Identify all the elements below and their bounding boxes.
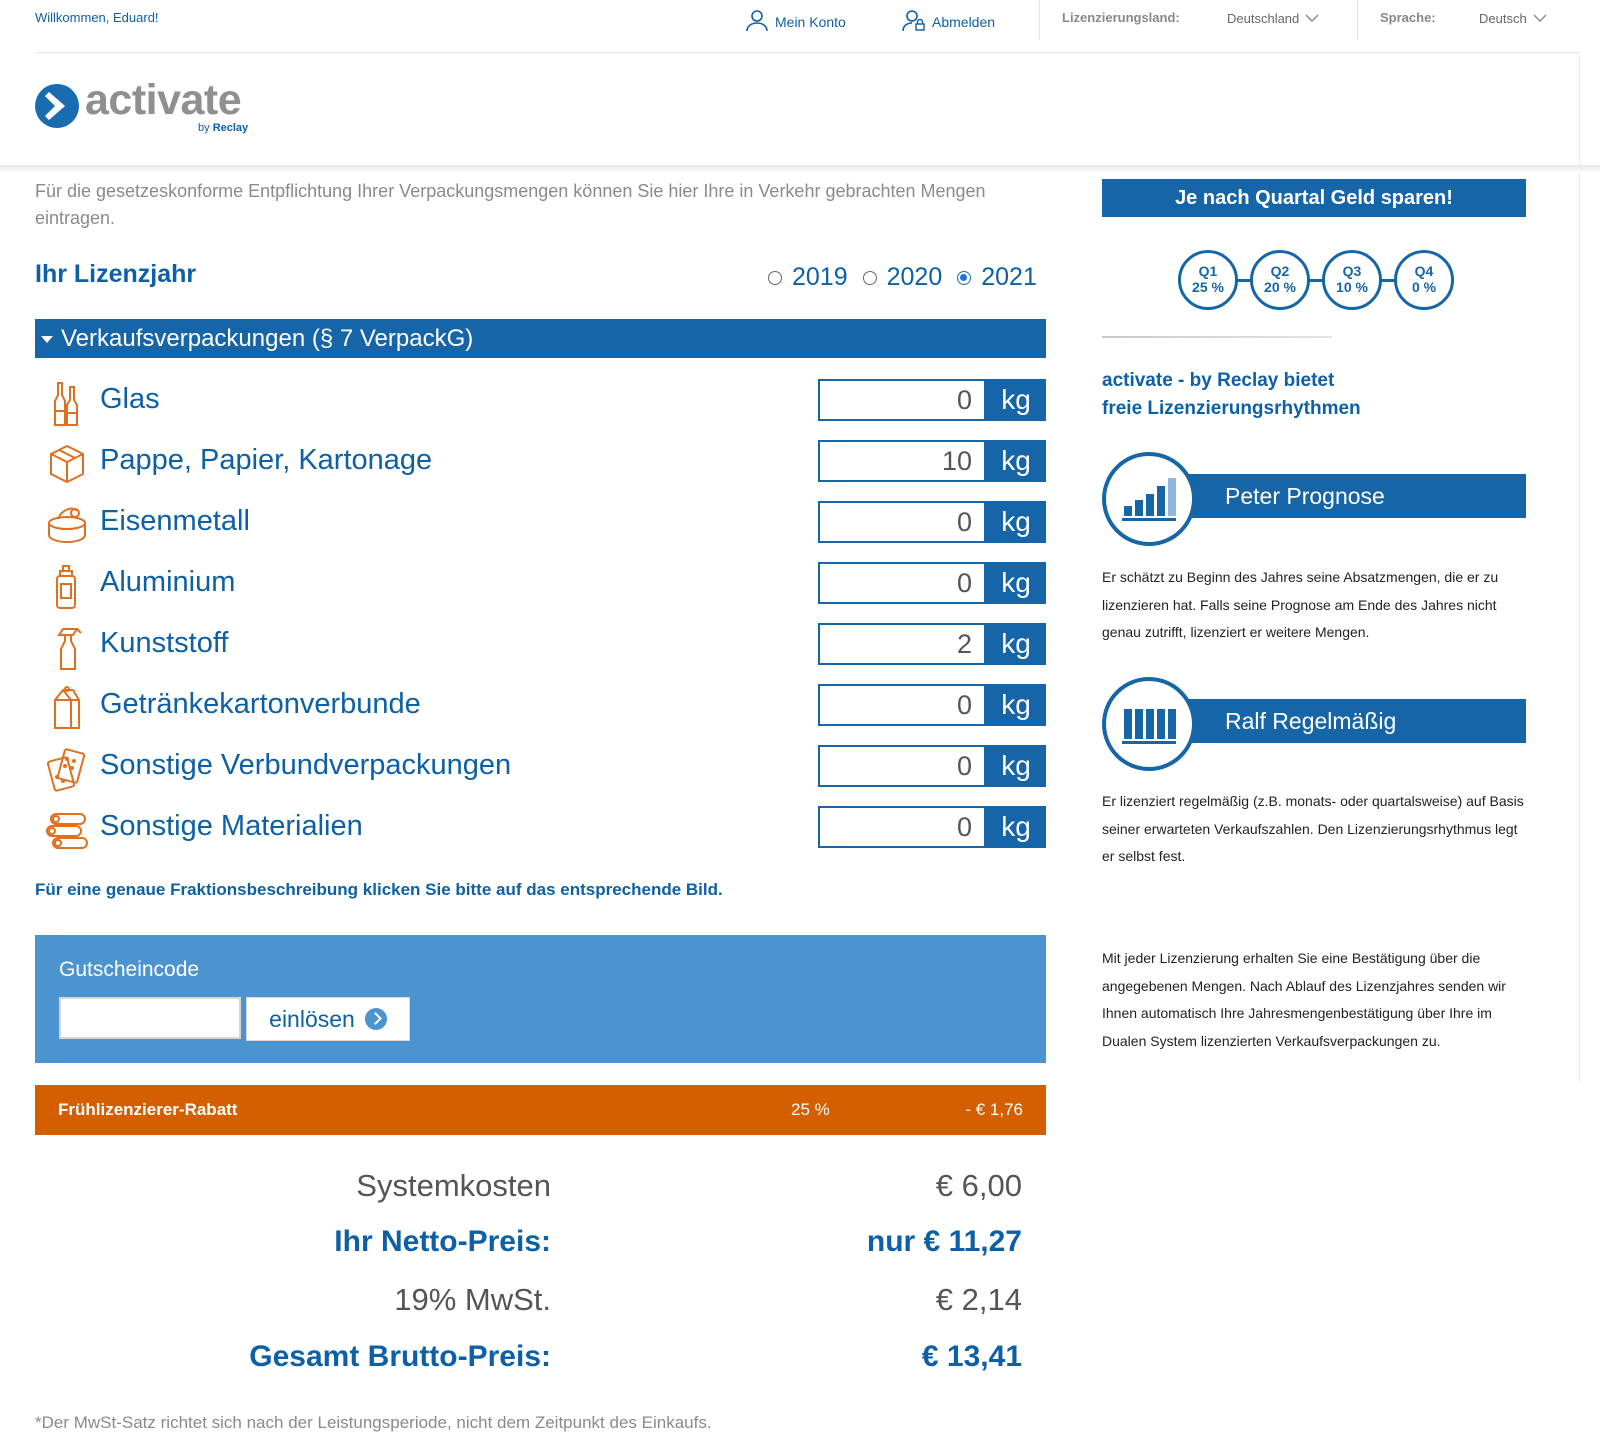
year-option-2019[interactable] bbox=[768, 263, 848, 292]
divider bbox=[1357, 0, 1358, 40]
quarter-badge: Q2 20 % bbox=[1250, 250, 1310, 310]
license-year-title: Ihr Lizenzjahr bbox=[35, 260, 197, 288]
radio-2020[interactable] bbox=[863, 271, 877, 285]
price-value: € 2,14 bbox=[935, 1282, 1022, 1317]
material-label: Kunststoff bbox=[100, 627, 229, 659]
material-row-aluminium bbox=[35, 562, 1046, 606]
tin-can-icon[interactable] bbox=[45, 501, 89, 549]
vat-row bbox=[35, 1282, 1046, 1322]
redeem-label: einlösen bbox=[269, 1005, 355, 1032]
quarter-badge: Q1 25 % bbox=[1178, 250, 1238, 310]
logout-label: Abmelden bbox=[932, 13, 996, 30]
unit-label: kg bbox=[986, 745, 1046, 787]
radio-2021[interactable] bbox=[957, 271, 971, 285]
quantity-input[interactable]: 10 bbox=[818, 440, 986, 482]
material-label: Getränkekartonverbunde bbox=[100, 688, 421, 720]
persona2-description: Er lizenziert regelmäßig (z.B. monats- oder quartalsweise) auf Basis seiner erwarteten Verkaufszahlen. Den Lizenzierungsrhythmus legt er selbst fest. bbox=[1102, 793, 1524, 864]
sidebar-divider bbox=[1102, 336, 1332, 338]
vat-footnote: *Der MwSt-Satz richtet sich nach der Leistungsperiode, nicht dem Zeitpunkt des Einkaufs. bbox=[35, 1413, 712, 1432]
user-icon bbox=[745, 8, 769, 35]
material-label: Pappe, Papier, Kartonage bbox=[100, 444, 433, 476]
material-label: Sonstige Materialien bbox=[100, 810, 363, 842]
quantity-input[interactable]: 0 bbox=[818, 806, 986, 848]
price-label: Gesamt Brutto-Preis: bbox=[249, 1340, 551, 1373]
chevron-down-icon bbox=[1305, 11, 1319, 26]
year-label: 2020 bbox=[886, 263, 943, 291]
material-label: Aluminium bbox=[100, 566, 236, 598]
section-title: Verkaufsverpackungen (§ 7 VerpackG) bbox=[61, 324, 474, 352]
arrow-right-icon bbox=[365, 1008, 387, 1030]
activate-logo[interactable] bbox=[35, 76, 265, 142]
material-row-paper bbox=[35, 440, 1046, 484]
country-label: Lizenzierungsland: bbox=[1062, 10, 1180, 25]
quantity-input[interactable]: 0 bbox=[818, 745, 986, 787]
price-label: 19% MwSt. bbox=[394, 1282, 551, 1317]
welcome-text: Willkommen, Eduard! bbox=[35, 10, 159, 25]
logo-chevron-icon bbox=[35, 84, 79, 128]
quarter-savings-banner: Je nach Quartal Geld sparen! bbox=[1102, 179, 1526, 217]
year-label: 2019 bbox=[792, 263, 848, 291]
net-price-row bbox=[35, 1225, 1046, 1265]
license-year-radio-group bbox=[768, 263, 1037, 292]
unit-label: kg bbox=[986, 684, 1046, 726]
material-row-plastic bbox=[35, 623, 1046, 667]
drink-carton-icon[interactable] bbox=[45, 684, 89, 732]
redeem-button[interactable] bbox=[246, 997, 410, 1041]
material-label: Glas bbox=[100, 383, 160, 415]
language-label: Sprache: bbox=[1380, 10, 1436, 25]
logo-byline: by Reclay bbox=[198, 122, 249, 134]
unit-label: kg bbox=[986, 501, 1046, 543]
material-row-ferrous-metal bbox=[35, 501, 1046, 545]
discount-percent: 25 % bbox=[791, 1100, 830, 1119]
quarter-discount-chain bbox=[1178, 250, 1458, 312]
user-lock-icon bbox=[902, 8, 926, 35]
cardboard-box-icon[interactable] bbox=[45, 440, 89, 488]
voucher-code-input[interactable] bbox=[59, 997, 241, 1039]
logo-wordmark: activate bbox=[85, 76, 242, 124]
persona1-description: Er schätzt zu Beginn des Jahres seine Absatzmengen, die er zu lizenzieren hat. Falls seine Prognose am Ende des Jahres nicht genau zutrifft, lizenziert er weitere Mengen. bbox=[1102, 569, 1499, 640]
fraction-hint: Für eine genaue Fraktionsbeschreibung klicken Sie bitte auf das entsprechende Bild. bbox=[35, 880, 723, 899]
quantity-input[interactable]: 0 bbox=[818, 379, 986, 421]
material-label: Eisenmetall bbox=[100, 505, 250, 537]
glass-bottles-icon[interactable] bbox=[45, 379, 89, 427]
discount-amount: - € 1,76 bbox=[965, 1100, 1023, 1119]
quantity-input[interactable]: 2 bbox=[818, 623, 986, 665]
persona-ralf-regelmaessig bbox=[1102, 677, 1526, 777]
quarter-badge: Q3 10 % bbox=[1322, 250, 1382, 310]
spray-can-icon[interactable] bbox=[45, 562, 89, 610]
material-row-glass bbox=[35, 379, 1046, 423]
unit-label: kg bbox=[986, 562, 1046, 604]
unit-label: kg bbox=[986, 806, 1046, 848]
confirmation-info: Mit jeder Lizenzierung erhalten Sie eine Bestätigung über die angegebenen Mengen. Nach Ablauf des Lizenzjahres senden wir Ihnen automatisch Ihre Jahresmengenbestätigung über Ihre im Dualen System lizenzierten Verkaufsverpackungen zu. bbox=[1102, 950, 1506, 1049]
quantity-input[interactable]: 0 bbox=[818, 562, 986, 604]
divider bbox=[1039, 0, 1040, 40]
material-row-beverage-carton bbox=[35, 684, 1046, 728]
content-edge bbox=[1579, 52, 1580, 1082]
persona-name: Peter Prognose bbox=[1147, 474, 1526, 518]
early-bird-discount-bar bbox=[35, 1085, 1046, 1135]
quantity-input[interactable]: 0 bbox=[818, 684, 986, 726]
price-value: nur € 11,27 bbox=[866, 1225, 1022, 1258]
language-value: Deutsch bbox=[1479, 11, 1527, 26]
price-value: € 6,00 bbox=[935, 1168, 1022, 1203]
caret-down-icon bbox=[41, 336, 53, 343]
gross-price-row bbox=[35, 1340, 1046, 1380]
unit-label: kg bbox=[986, 440, 1046, 482]
year-option-2021[interactable] bbox=[957, 263, 1037, 292]
chevron-down-icon bbox=[1533, 11, 1547, 26]
my-account-label: Mein Konto bbox=[775, 13, 846, 30]
intro-text: Für die gesetzeskonforme Entpflichtung Ihrer Verpackungsmengen können Sie hier Ihre in Verkehr gebrachten Mengen eintragen. bbox=[35, 181, 986, 228]
spray-bottle-icon[interactable] bbox=[45, 623, 89, 671]
year-option-2020[interactable] bbox=[863, 263, 943, 292]
radio-2019[interactable] bbox=[768, 271, 782, 285]
bar-chart-icon bbox=[1102, 452, 1196, 546]
quarter-badge: Q4 0 % bbox=[1394, 250, 1454, 310]
top-bar bbox=[0, 0, 1600, 52]
sales-packaging-section-header[interactable] bbox=[35, 319, 1046, 358]
wood-logs-icon[interactable] bbox=[45, 806, 89, 854]
persona-name: Ralf Regelmäßig bbox=[1147, 699, 1526, 743]
discount-label: Frühlizenzierer-Rabatt bbox=[58, 1100, 238, 1119]
price-value: € 13,41 bbox=[921, 1340, 1022, 1373]
my-account-link[interactable] bbox=[745, 8, 846, 35]
unit-label: kg bbox=[986, 623, 1046, 665]
year-label: 2021 bbox=[981, 263, 1037, 291]
voucher-label: Gutscheincode bbox=[59, 958, 200, 981]
logout-link[interactable] bbox=[902, 8, 995, 35]
system-cost-row bbox=[35, 1168, 1046, 1208]
header-shadow bbox=[0, 165, 1600, 173]
country-select[interactable] bbox=[1227, 11, 1319, 26]
blister-pack-icon[interactable] bbox=[45, 745, 89, 793]
unit-label: kg bbox=[986, 379, 1046, 421]
persona-peter-prognose bbox=[1102, 452, 1526, 552]
voucher-panel bbox=[35, 935, 1046, 1063]
country-value: Deutschland bbox=[1227, 11, 1300, 26]
material-label: Sonstige Verbundverpackungen bbox=[100, 749, 512, 781]
price-label: Ihr Netto-Preis: bbox=[334, 1225, 551, 1258]
equal-bars-icon bbox=[1102, 677, 1196, 771]
quantity-input[interactable]: 0 bbox=[818, 501, 986, 543]
material-row-composite bbox=[35, 745, 1046, 789]
language-select[interactable] bbox=[1479, 11, 1547, 26]
rhythm-title: activate - by Reclay bietet freie Lizenzierungsrhythmen bbox=[1102, 370, 1361, 419]
header-divider bbox=[35, 52, 1580, 53]
price-label: Systemkosten bbox=[356, 1168, 551, 1203]
material-row-other bbox=[35, 806, 1046, 850]
